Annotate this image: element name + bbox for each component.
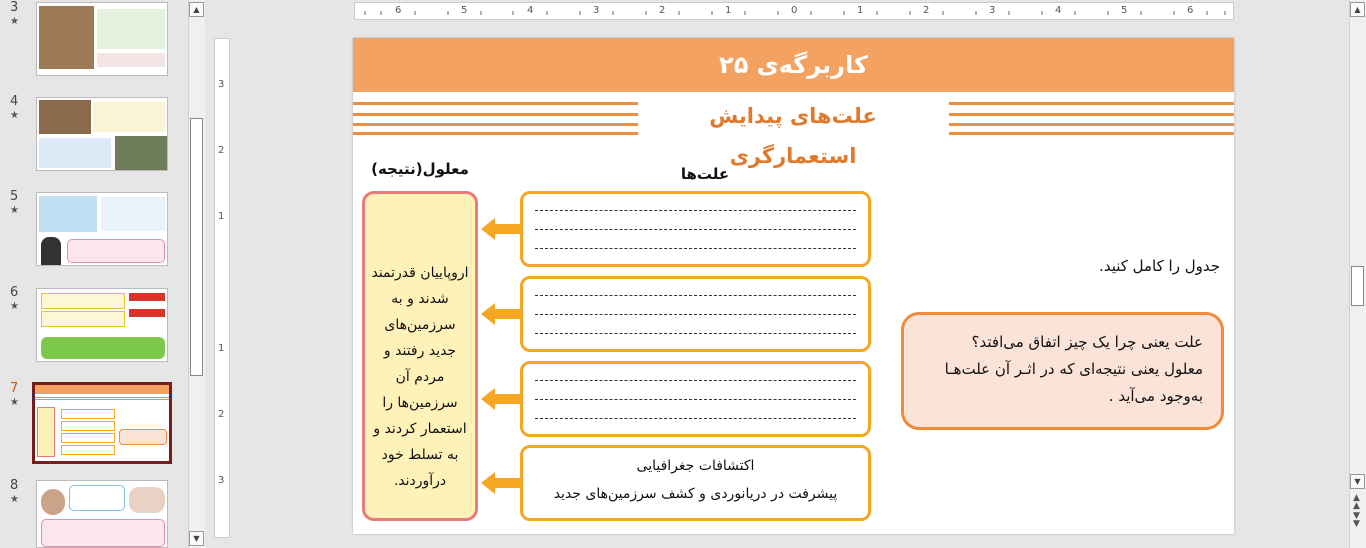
thumb-text-block	[69, 485, 125, 511]
thumb-person-image	[129, 487, 165, 513]
arrow-left-icon	[481, 218, 521, 240]
thumb-image	[39, 100, 91, 134]
definition-box[interactable]	[901, 312, 1224, 430]
stripe-line	[353, 123, 638, 126]
animation-star-icon: ★	[10, 110, 19, 121]
ruler-label: 1	[218, 211, 225, 222]
stripe-line	[949, 132, 1234, 135]
animation-star-icon: ★	[10, 494, 19, 505]
thumbnail-scrollbar[interactable]	[188, 0, 205, 548]
thumb-number-7: 7	[10, 381, 19, 396]
thumb-label	[129, 309, 165, 317]
blank-line	[535, 314, 856, 315]
ruler-label: 6	[395, 5, 402, 16]
cause-box-2[interactable]	[520, 276, 871, 352]
thumb-image	[115, 136, 167, 170]
ruler-label: 3	[593, 5, 600, 16]
scroll-up-icon[interactable]: ▲	[1350, 2, 1365, 17]
ruler-label: 2	[659, 5, 666, 16]
ruler-label: 5	[1121, 5, 1128, 16]
ruler-label: 2	[218, 409, 225, 420]
stripe-line	[949, 113, 1234, 116]
cause-box-1[interactable]	[520, 191, 871, 267]
thumb-number-8: 8	[10, 478, 19, 493]
blank-line	[535, 418, 856, 419]
next-slide-icon[interactable]: ▼ ▼	[1353, 511, 1360, 529]
ruler-label: 4	[1055, 5, 1062, 16]
ruler-label: 3	[218, 475, 225, 486]
effect-label[interactable]: معلول(نتیجه)	[371, 160, 469, 178]
ruler-label: 1	[857, 5, 864, 16]
ruler-label: 2	[923, 5, 930, 16]
cause-box-4[interactable]	[520, 445, 871, 521]
thumb-text-block	[41, 311, 125, 327]
causes-label[interactable]: علت‌ها	[680, 165, 730, 183]
thumb-text-block	[67, 239, 165, 263]
slide-thumbnail-4[interactable]	[36, 97, 168, 171]
definition-line: علت یعنی چرا یک چیز اتفاق می‌افتد؟	[971, 333, 1203, 351]
thumb-map-image	[39, 196, 97, 232]
arrow-left-icon	[481, 303, 521, 325]
definition-line: معلول یعنی نتیجه‌ای که در اثـر آن علت‌هـا	[944, 360, 1203, 378]
slide-thumbnail-8[interactable]	[36, 480, 168, 548]
slide-thumbnail-5[interactable]	[36, 192, 168, 266]
slide-title[interactable]: کاربرگه‌ی ۲۵	[353, 38, 1234, 92]
thumb-stripe	[35, 397, 169, 400]
scrollbar-thumb[interactable]	[190, 118, 203, 376]
thumb-text-block	[41, 293, 125, 309]
blank-line	[535, 295, 856, 296]
stripe-line	[949, 102, 1234, 105]
thumb-person-image	[41, 237, 61, 265]
slide-subtitle[interactable]: علت‌های پیدایش استعمارگری	[643, 96, 943, 136]
thumb-cause-box	[61, 445, 115, 455]
ruler-label: 1	[725, 5, 732, 16]
thumb-cause-box	[61, 433, 115, 443]
animation-star-icon: ★	[10, 16, 19, 27]
thumb-number-3: 3	[10, 0, 19, 15]
slide-thumbnail-pane	[0, 0, 188, 548]
definition-line: به‌وجود می‌آید .	[1108, 387, 1203, 405]
scrollbar-thumb[interactable]	[1351, 266, 1364, 306]
stripe-line	[353, 132, 638, 135]
slide-thumbnail-3[interactable]	[36, 2, 168, 76]
ruler-label: 5	[461, 5, 468, 16]
slide-canvas[interactable]	[353, 38, 1234, 534]
scroll-up-icon[interactable]: ▲	[189, 2, 204, 17]
stripe-line	[949, 123, 1234, 126]
thumb-text-block	[39, 138, 111, 168]
cause-4-description: پیشرفت در دریانوردی و کشف سرزمین‌های جدید	[553, 486, 838, 502]
thumb-text-block	[97, 9, 165, 49]
thumb-text-block	[41, 337, 165, 359]
ruler-label: 0	[791, 5, 798, 16]
thumb-person-image	[41, 489, 65, 515]
thumb-text-block	[97, 53, 165, 67]
scroll-down-icon[interactable]: ▼	[189, 531, 204, 546]
blank-line	[535, 380, 856, 381]
thumb-number-5: 5	[10, 189, 19, 204]
thumb-cause-box	[61, 409, 115, 419]
blank-line	[535, 248, 856, 249]
blank-line	[535, 399, 856, 400]
animation-star-icon: ★	[10, 397, 19, 408]
horizontal-ruler[interactable]	[354, 2, 1234, 20]
stripe-line	[353, 113, 638, 116]
slide-thumbnail-7[interactable]	[32, 382, 172, 464]
instruction-text[interactable]: جدول را کامل کنید.	[1099, 257, 1220, 275]
scroll-down-icon[interactable]: ▼	[1350, 474, 1365, 489]
thumb-text-block	[101, 197, 165, 231]
thumb-definition-box	[119, 429, 167, 445]
ruler-label: 4	[527, 5, 534, 16]
thumb-effect-box	[37, 407, 55, 457]
effect-box[interactable]: اروپاییان قدرتمند شدند و به سرزمین‌های جدید رفتند و مردم آن سرزمین‌ها را استعمار کردند و به تسلط خود درآوردند.	[362, 191, 478, 521]
ruler-label: 3	[218, 79, 225, 90]
cause-box-3[interactable]	[520, 361, 871, 437]
blank-line	[535, 229, 856, 230]
animation-star-icon: ★	[10, 205, 19, 216]
cause-4-title: اکتشافات جغرافیایی	[636, 458, 755, 474]
arrow-left-icon	[481, 388, 521, 410]
vertical-ruler[interactable]	[214, 38, 230, 538]
thumb-title-bar	[35, 385, 169, 394]
arrow-left-icon	[481, 472, 521, 494]
editor-scrollbar[interactable]	[1349, 0, 1366, 548]
thumb-number-6: 6	[10, 285, 19, 300]
blank-line	[535, 333, 856, 334]
thumb-number-4: 4	[10, 94, 19, 109]
thumb-text-block	[93, 102, 165, 132]
thumb-text-block	[41, 519, 165, 547]
previous-slide-icon[interactable]: ▲ ▲	[1353, 493, 1360, 511]
stripe-line	[353, 102, 638, 105]
slide-thumbnail-6[interactable]	[36, 288, 168, 362]
thumb-cause-box	[61, 421, 115, 431]
thumb-image	[39, 6, 94, 69]
animation-star-icon: ★	[10, 301, 19, 312]
thumb-label	[129, 293, 165, 301]
ruler-label: 6	[1187, 5, 1194, 16]
ruler-label: 1	[218, 343, 225, 354]
ruler-label: 3	[989, 5, 996, 16]
ruler-label: 2	[218, 145, 225, 156]
blank-line	[535, 210, 856, 211]
